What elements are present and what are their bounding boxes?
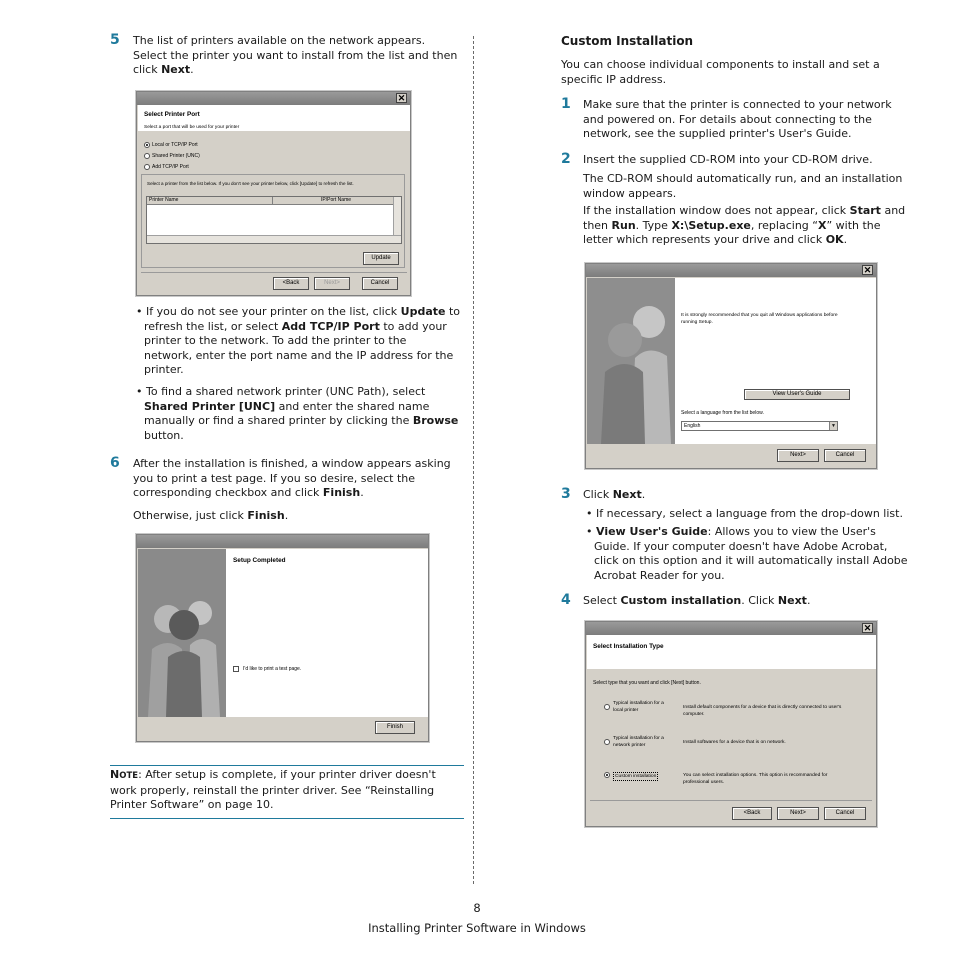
- text-span: .: [284, 509, 289, 522]
- bullet-line: [136, 385, 471, 400]
- section-intro: [561, 58, 911, 87]
- text-span: then: [583, 218, 612, 232]
- dialog-titlebar: [586, 622, 876, 635]
- step-3-bullet-guide: [586, 525, 931, 583]
- step-5-text: [133, 34, 468, 78]
- step-1-number: 1: [561, 96, 571, 112]
- step-5-line: The list of printers available on the network appears.: [133, 34, 426, 47]
- bullet-line: [136, 414, 471, 429]
- step-6-otherwise: [133, 509, 288, 524]
- bullet-line: Guide. If your computer doesn't have Adobe Acrobat,: [594, 539, 888, 553]
- emphasis: Finish: [247, 509, 285, 522]
- step-1-text: [583, 98, 923, 142]
- dialog-content-pane: [675, 278, 876, 444]
- step-3-number: 3: [561, 486, 571, 502]
- emphasis: X:\Setup.exe: [671, 218, 751, 232]
- step-2-line: The CD-ROM should automatically run, and an installation: [583, 172, 903, 185]
- emphasis: Start: [849, 204, 881, 217]
- emphasis: Next: [161, 63, 191, 77]
- footer-title: Installing Printer Software in Windows: [368, 921, 586, 935]
- text-span: click: [133, 63, 162, 77]
- bullet-icon: •: [136, 385, 143, 398]
- next-button[interactable]: Next>: [777, 807, 819, 820]
- text-span: : After setup is complete, if your printer driver doesn't: [138, 768, 436, 781]
- column-header-printer-name[interactable]: Printer Name: [149, 197, 179, 203]
- cancel-button[interactable]: Cancel: [824, 449, 866, 462]
- text-span: corresponding checkbox and click: [133, 486, 323, 500]
- radio-label: Shared Printer (UNC): [152, 153, 200, 159]
- step-4-number: 4: [561, 592, 571, 608]
- figure-head-front: [608, 323, 642, 357]
- text-span: . Click: [741, 594, 778, 607]
- radio-local-tcpip[interactable]: [144, 142, 150, 148]
- step-1-line: Make sure that the printer is connected to your network: [583, 98, 892, 111]
- step-6-text: [133, 457, 468, 501]
- radio-typical-network[interactable]: [604, 739, 610, 745]
- language-label: Select a language from the list below.: [681, 410, 764, 416]
- note-line: work properly, reinstall the printer driver. See “Reinstalling: [110, 783, 435, 797]
- bullet-line: Acrobat Reader for you.: [594, 568, 725, 582]
- step-2-number: 2: [561, 151, 571, 167]
- close-icon[interactable]: ✕: [863, 623, 872, 633]
- radio-custom-installation[interactable]: [604, 772, 610, 778]
- radio-label: Add TCP/IP Port: [152, 164, 189, 170]
- installation-type-screenshot: [585, 621, 877, 827]
- note-label-initial: N: [110, 768, 120, 781]
- intro-line: specific IP address.: [561, 72, 667, 86]
- bullet-line: [586, 525, 931, 540]
- bullet-line: network, enter the port name and the IP address for the: [144, 348, 454, 362]
- text-span: . Type: [635, 218, 672, 232]
- dialog-heading: Setup Completed: [233, 557, 286, 564]
- dialog-titlebar: [137, 535, 428, 548]
- note-label-rest: OTE: [119, 771, 139, 781]
- dialog-titlebar: [586, 264, 876, 277]
- text-span: If you do not see your printer on the list, click: [146, 305, 401, 318]
- select-printer-port-screenshot: [136, 91, 411, 296]
- option-description: Install default components for a device that is directly connected to user's: [683, 705, 842, 710]
- text-span: .: [806, 594, 811, 607]
- dialog-subheading: Select a port that will be used for your printer: [144, 125, 240, 130]
- option-description: You can select installation options. This option is recommanded for: [683, 773, 828, 778]
- step-6-line: you to print a test page. If you so desire, select the: [133, 471, 416, 485]
- bullet-icon: •: [586, 525, 593, 538]
- scrollbar-vertical[interactable]: [393, 197, 401, 235]
- option-description: computer.: [683, 712, 705, 717]
- radio-label: Local or TCP/IP Port: [152, 142, 198, 148]
- text-span: Otherwise, just click: [133, 509, 248, 522]
- option-label: Custom installation: [615, 774, 657, 779]
- chevron-down-icon[interactable]: ▼: [829, 422, 837, 430]
- setup-completed-screenshot: [136, 534, 429, 742]
- text-span: manually or find a shared printer by clicking the: [144, 414, 413, 428]
- dialog-separator: [141, 272, 407, 273]
- dialog-heading: Select Installation Type: [593, 643, 664, 650]
- back-button[interactable]: <Back: [732, 807, 772, 820]
- emphasis: Next: [612, 488, 642, 501]
- emphasis: X: [817, 218, 827, 232]
- dialog-heading: Select Printer Port: [144, 111, 200, 118]
- text-span: .: [190, 63, 194, 77]
- step-5-number: 5: [110, 32, 120, 48]
- dialog-instruction: Select type that you want and click [Next] button.: [593, 680, 701, 686]
- bullet-line: button.: [144, 428, 184, 442]
- step-2-line: [583, 204, 928, 219]
- dialog-content-pane: [226, 549, 428, 717]
- people-graphic: [587, 278, 675, 444]
- text-span: and: [880, 204, 906, 217]
- text-span: , replacing “: [750, 218, 818, 232]
- column-divider: [473, 36, 474, 884]
- text-span: If the installation window does not appear, click: [583, 204, 850, 217]
- dialog-header-pane: [587, 635, 876, 669]
- close-icon[interactable]: ✕: [397, 93, 406, 103]
- step-6-line: [133, 486, 468, 501]
- text-span: to: [445, 305, 461, 318]
- note-label: [110, 768, 138, 781]
- emphasis: Next: [777, 594, 807, 607]
- emphasis: Run: [611, 218, 636, 232]
- step-6-line: After the installation is finished, a window appears asking: [133, 457, 451, 470]
- note-line: [110, 768, 470, 784]
- dialog-separator: [590, 800, 872, 801]
- bullet-line: click on this option and it will automatically install Adobe: [594, 554, 908, 568]
- step-2-line: [583, 233, 928, 248]
- emphasis: Browse: [412, 414, 459, 428]
- bullet-line: [136, 305, 471, 320]
- cancel-button[interactable]: Cancel: [362, 277, 398, 290]
- people-graphic: [138, 549, 226, 717]
- language-selected-value: English: [684, 423, 701, 429]
- text-span: refresh the list, or select: [144, 319, 282, 333]
- cancel-button[interactable]: Cancel: [824, 807, 866, 820]
- radio-add-tcpip[interactable]: [144, 164, 150, 170]
- text-span: .: [360, 486, 364, 500]
- text-span: : Allows you to view the User's: [707, 525, 876, 538]
- page-number: 8: [473, 901, 481, 915]
- list-hint: Select a printer from the list below. If you don't see your printer below, click [Update] to refresh the list.: [147, 181, 354, 186]
- step-2-fallback: [583, 204, 928, 248]
- print-test-page-checkbox[interactable]: [233, 666, 239, 672]
- checkbox-label: I'd like to print a test page.: [243, 666, 302, 672]
- note-line: Printer Software” on page 10.: [110, 798, 274, 812]
- bullet-shared: [136, 385, 471, 443]
- text-span: letter which represents your drive and click: [583, 233, 826, 247]
- dialog-message: It is strongly recommended that you quit all Windows applications before: [681, 313, 838, 318]
- bullet-line: [136, 400, 471, 415]
- next-button[interactable]: Next>: [777, 449, 819, 462]
- text-span: .: [641, 488, 646, 501]
- text-span: To find a shared network printer (UNC Path), select: [146, 385, 426, 398]
- bullet-update: [136, 305, 471, 378]
- step-4-text: [583, 594, 810, 609]
- view-users-guide-button[interactable]: View User's Guide: [744, 389, 850, 400]
- option-label: Typical installation for a: [613, 736, 664, 741]
- step-5-line: [133, 63, 468, 78]
- emphasis: Shared Printer [UNC]: [144, 399, 276, 413]
- step-6-number: 6: [110, 455, 120, 471]
- text-span: to add your: [379, 319, 447, 333]
- dialog-message: running Setup.: [681, 320, 713, 325]
- note-bottom-rule: [110, 818, 464, 819]
- step-2-line: Insert the supplied CD-ROM into your CD-ROM drive.: [583, 153, 873, 166]
- option-label: Typical installation for a: [613, 701, 664, 706]
- step-2-line: [583, 219, 928, 234]
- emphasis: Finish: [322, 486, 361, 500]
- step-3-text: [583, 488, 645, 503]
- bullet-line: printer to the network. To add the printer to the: [144, 334, 407, 348]
- step-2-line: window appears.: [583, 186, 677, 200]
- step-1-line: and powered on. For details about connecting to the: [583, 112, 872, 126]
- emphasis: Update: [400, 305, 446, 318]
- section-heading: Custom Installation: [561, 34, 694, 48]
- step-5-line: Select the printer you want to install from the list and then: [133, 48, 458, 62]
- emphasis: View User's Guide: [596, 525, 708, 538]
- bullet-icon: •: [136, 305, 143, 318]
- emphasis: OK: [825, 233, 844, 247]
- installer-welcome-screenshot: [585, 263, 877, 469]
- text-span: ” with the: [826, 218, 881, 232]
- note: [110, 768, 470, 813]
- scrollbar-horizontal[interactable]: [147, 235, 401, 243]
- emphasis: Custom installation: [620, 594, 742, 607]
- graphic-pane: [138, 549, 226, 717]
- text-span: and enter the shared name: [275, 399, 430, 413]
- emphasis: Add TCP/IP Port: [281, 319, 380, 333]
- text-span: Select: [583, 594, 621, 607]
- dialog-titlebar: [137, 92, 410, 105]
- bullet-icon: •: [586, 507, 593, 520]
- step-2-detail: [583, 172, 923, 201]
- option-description: professional users.: [683, 780, 725, 785]
- language-select[interactable]: [681, 421, 838, 431]
- figure-head-front: [169, 610, 199, 640]
- text-span: Click: [583, 488, 613, 501]
- close-icon[interactable]: ✕: [863, 265, 872, 275]
- bullet-line: printer.: [144, 363, 184, 377]
- option-label: network printer: [613, 743, 646, 748]
- next-button[interactable]: Next>: [314, 277, 350, 290]
- step-1-line: network, see the supplied printer's User's Guide.: [583, 127, 852, 141]
- text-span: If necessary, select a language from the drop-down list.: [596, 507, 903, 520]
- radio-shared-printer[interactable]: [144, 153, 150, 159]
- intro-line: You can choose individual components to install and set a: [561, 58, 880, 71]
- back-button[interactable]: <Back: [273, 277, 309, 290]
- step-2-text: [583, 153, 923, 168]
- option-label: local printer: [613, 708, 639, 713]
- graphic-pane: [587, 278, 675, 444]
- bullet-line: [136, 320, 471, 335]
- column-header-ip-port[interactable]: IP/Port Name: [321, 197, 352, 203]
- radio-typical-local[interactable]: [604, 704, 610, 710]
- column-divider: [272, 197, 273, 205]
- list-header: [147, 197, 393, 205]
- finish-button[interactable]: Finish: [375, 721, 415, 734]
- note-top-rule: [110, 765, 464, 766]
- update-button[interactable]: Update: [363, 252, 399, 265]
- step-3-bullet-language: [586, 507, 926, 522]
- option-description: Install softwares for a device that is on network.: [683, 740, 786, 745]
- text-span: .: [843, 233, 848, 247]
